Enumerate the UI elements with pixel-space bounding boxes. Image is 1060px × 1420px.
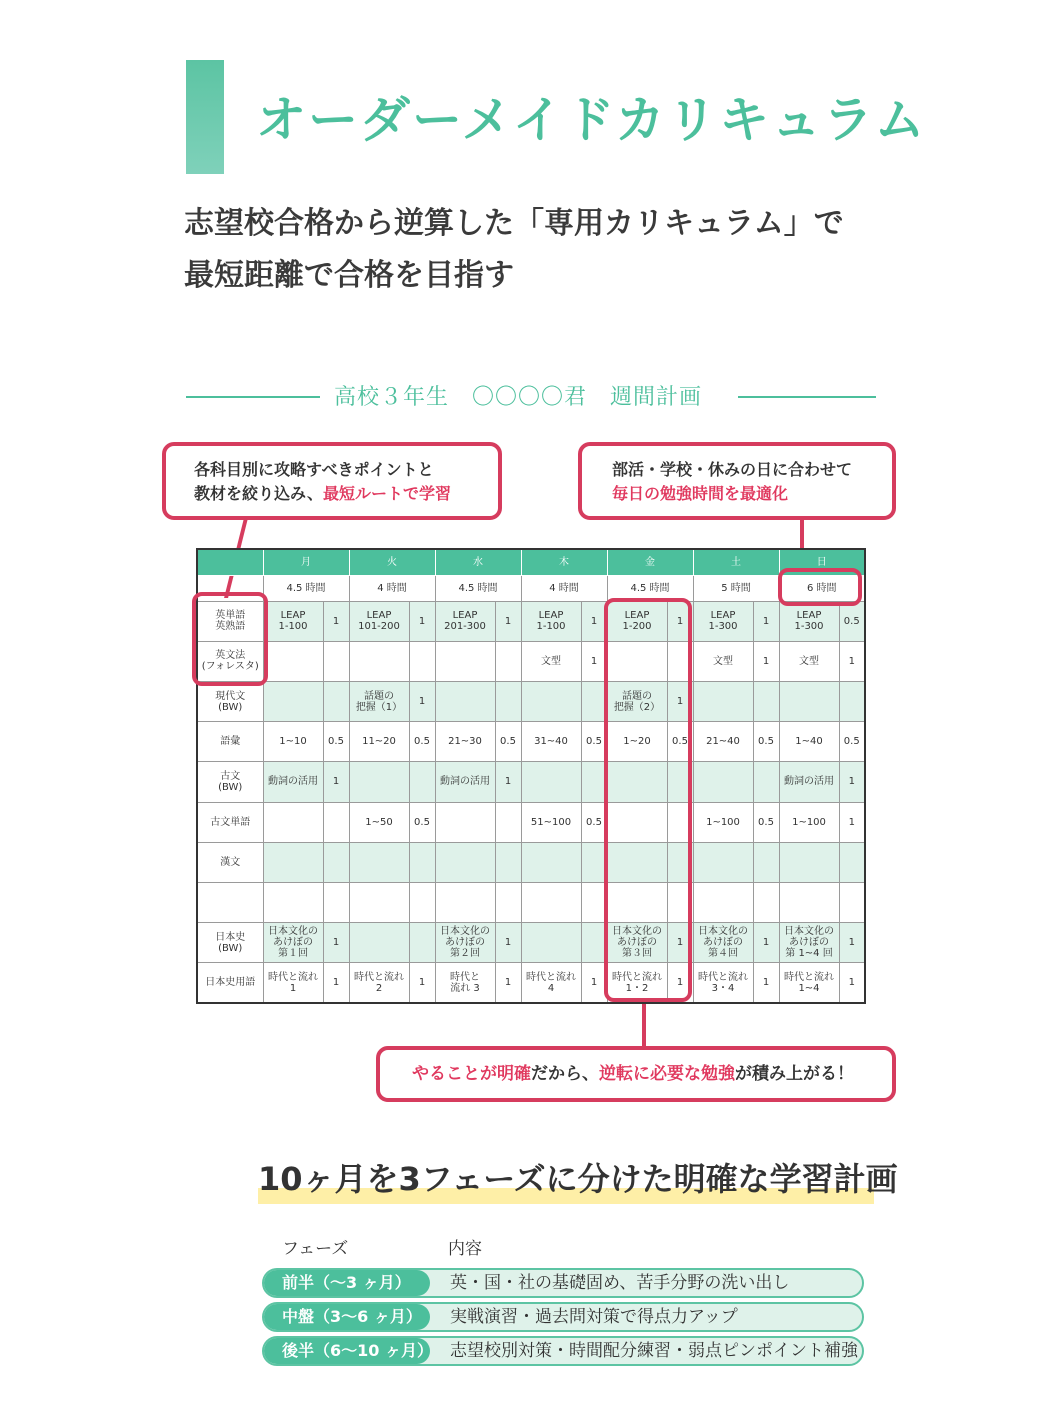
task-cell bbox=[693, 882, 753, 922]
hours-cell: 0.5 bbox=[581, 722, 607, 762]
hours-cell: 1 bbox=[753, 923, 779, 963]
callout-bottom-text-1: だから、 bbox=[531, 1064, 599, 1084]
hours-cell bbox=[753, 762, 779, 802]
hours-cell: 1 bbox=[495, 923, 521, 963]
subject-cell: 古文 (BW) bbox=[197, 762, 263, 802]
hours-cell: 1 bbox=[323, 762, 349, 802]
task-cell: 日本文化の あけぼの 第 1~4 回 bbox=[779, 923, 839, 963]
callout-left-highlight: 最短ルートで学習 bbox=[322, 484, 451, 503]
hours-cell: 1 bbox=[409, 963, 435, 1003]
hours-cell: 1 bbox=[323, 963, 349, 1003]
task-cell bbox=[435, 802, 495, 842]
task-cell bbox=[521, 682, 581, 722]
task-cell: 時代と流れ 4 bbox=[521, 963, 581, 1003]
task-cell bbox=[263, 641, 323, 681]
phase-row-early bbox=[262, 1268, 864, 1298]
hours-cell bbox=[753, 842, 779, 882]
hours-cell bbox=[409, 641, 435, 681]
task-cell: 時代と流れ 1 bbox=[263, 963, 323, 1003]
task-cell: 話題の 把握（2） bbox=[607, 682, 667, 722]
callout-bottom-highlight-2: 逆転に必要な勉強 bbox=[599, 1064, 735, 1084]
hours-cell: 1 bbox=[667, 682, 693, 722]
hours-cell: 1 bbox=[667, 601, 693, 641]
task-cell bbox=[693, 682, 753, 722]
day-header: 火 bbox=[349, 549, 435, 575]
table-row bbox=[197, 842, 865, 882]
phase-column-header: フェーズ bbox=[282, 1239, 349, 1259]
task-cell: 時代と流れ 1・2 bbox=[607, 963, 667, 1003]
hours-cell: 1 bbox=[839, 762, 865, 802]
hours-cell bbox=[495, 802, 521, 842]
task-cell: 1~100 bbox=[693, 802, 753, 842]
hours-cell bbox=[323, 882, 349, 922]
callout-left-text: 教材を絞り込み、 bbox=[194, 484, 323, 503]
hours-cell bbox=[495, 641, 521, 681]
subject-cell: 語彙 bbox=[197, 722, 263, 762]
hours-cell: 1 bbox=[409, 601, 435, 641]
hours-cell: 1 bbox=[495, 762, 521, 802]
subtitle-line-1: 志望校合格から逆算した「専用カリキュラム」で bbox=[184, 206, 844, 241]
hours-cell bbox=[409, 762, 435, 802]
hours-cell: 1 bbox=[495, 601, 521, 641]
task-cell bbox=[263, 682, 323, 722]
callout-bottom-highlight-1: やることが明確 bbox=[412, 1064, 531, 1084]
callout-left-line-2 bbox=[194, 482, 498, 506]
hours-cell: 0.5 bbox=[409, 802, 435, 842]
table-row bbox=[197, 882, 865, 922]
hours-cell: 1 bbox=[323, 923, 349, 963]
title-accent-bar bbox=[186, 60, 224, 174]
callout-left-line-1: 各科目別に攻略すべきポイントと bbox=[194, 460, 434, 479]
task-cell bbox=[779, 882, 839, 922]
task-cell: 時代と流れ 1~4 bbox=[779, 963, 839, 1003]
hours-cell: 0.5 bbox=[839, 601, 865, 641]
task-cell: 動詞の活用 bbox=[779, 762, 839, 802]
hours-cell: 0.5 bbox=[581, 802, 607, 842]
task-cell: 31~40 bbox=[521, 722, 581, 762]
task-cell bbox=[349, 923, 409, 963]
hours-cell bbox=[323, 641, 349, 681]
hours-cell bbox=[409, 923, 435, 963]
hours-cell: 1 bbox=[581, 963, 607, 1003]
page-title: オーダーメイドカリキュラム bbox=[256, 91, 927, 149]
daily-hours: 4.5 時間 bbox=[607, 575, 693, 601]
hours-cell: 1 bbox=[839, 641, 865, 681]
task-cell: 21~30 bbox=[435, 722, 495, 762]
task-cell bbox=[435, 842, 495, 882]
task-cell: 1~100 bbox=[779, 802, 839, 842]
task-cell: LEAP 1-200 bbox=[607, 601, 667, 641]
task-cell: 時代と流れ 3・4 bbox=[693, 963, 753, 1003]
task-cell bbox=[349, 641, 409, 681]
table-row bbox=[197, 722, 865, 762]
hours-cell: 1 bbox=[839, 963, 865, 1003]
hours-cell bbox=[323, 682, 349, 722]
table-row bbox=[197, 802, 865, 842]
task-cell: 日本文化の あけぼの 第２回 bbox=[435, 923, 495, 963]
weekly-plan-heading bbox=[186, 378, 876, 414]
hours-cell: 1 bbox=[753, 963, 779, 1003]
phase-row-middle bbox=[262, 1302, 864, 1332]
daily-hours: 6 時間 bbox=[779, 575, 865, 601]
callout-clear-tasks bbox=[376, 1046, 896, 1102]
hours-cell bbox=[495, 882, 521, 922]
phase-label: 前半（〜3 ヶ月） bbox=[264, 1270, 430, 1296]
task-cell: 時代と 流れ 3 bbox=[435, 963, 495, 1003]
hours-cell: 0.5 bbox=[409, 722, 435, 762]
heading-rule-right bbox=[738, 396, 876, 398]
highlight-box-sunday-hours bbox=[778, 568, 862, 606]
task-cell bbox=[263, 802, 323, 842]
page-subtitle bbox=[184, 198, 844, 302]
hours-cell: 1 bbox=[839, 923, 865, 963]
hours-cell: 0.5 bbox=[495, 722, 521, 762]
day-header: 水 bbox=[435, 549, 521, 575]
task-cell: 日本文化の あけぼの 第４回 bbox=[693, 923, 753, 963]
task-cell: 21~40 bbox=[693, 722, 753, 762]
hours-cell bbox=[323, 842, 349, 882]
task-cell bbox=[435, 882, 495, 922]
subject-cell: 英単語 英熟語 bbox=[197, 601, 263, 641]
task-cell: 日本文化の あけぼの 第１回 bbox=[263, 923, 323, 963]
hours-cell bbox=[839, 882, 865, 922]
task-cell bbox=[349, 882, 409, 922]
callout-time-optimize bbox=[578, 442, 896, 520]
highlight-box-subjects bbox=[192, 592, 268, 686]
highlight-box-friday bbox=[604, 598, 692, 1002]
content-column-header: 内容 bbox=[448, 1239, 482, 1259]
hours-cell: 1 bbox=[323, 601, 349, 641]
hours-cell bbox=[839, 682, 865, 722]
heading-rule-left bbox=[186, 396, 320, 398]
hours-cell: 1 bbox=[667, 923, 693, 963]
hours-cell: 0.5 bbox=[753, 722, 779, 762]
task-cell bbox=[693, 762, 753, 802]
hours-cell bbox=[753, 682, 779, 722]
callout-right-line-1: 部活・学校・休みの日に合わせて bbox=[612, 460, 853, 479]
hours-cell: 1 bbox=[495, 963, 521, 1003]
hours-cell: 1 bbox=[839, 802, 865, 842]
task-cell bbox=[349, 842, 409, 882]
phase-label: 中盤（3〜6 ヶ月） bbox=[264, 1304, 430, 1330]
hours-row bbox=[197, 575, 865, 601]
subject-cell: 古文単語 bbox=[197, 802, 263, 842]
hours-cell: 1 bbox=[753, 641, 779, 681]
weekly-plan-heading-text: 高校３年生 〇〇〇〇君 週間計画 bbox=[334, 385, 703, 410]
hours-cell bbox=[495, 682, 521, 722]
task-cell: 51~100 bbox=[521, 802, 581, 842]
phase-description: 英・国・社の基礎固め、苦手分野の洗い出し bbox=[450, 1273, 790, 1293]
hours-cell: 1 bbox=[581, 641, 607, 681]
task-cell bbox=[263, 882, 323, 922]
day-header: 月 bbox=[263, 549, 349, 575]
hours-cell bbox=[839, 842, 865, 882]
table-row bbox=[197, 923, 865, 963]
task-cell bbox=[779, 842, 839, 882]
hours-cell bbox=[323, 802, 349, 842]
hours-cell bbox=[753, 882, 779, 922]
subject-cell: 日本史 (BW) bbox=[197, 923, 263, 963]
task-cell bbox=[693, 842, 753, 882]
table-row bbox=[197, 601, 865, 641]
subject-cell bbox=[197, 882, 263, 922]
subject-cell: 漢文 bbox=[197, 842, 263, 882]
task-cell: 文型 bbox=[521, 641, 581, 681]
task-cell: 1~20 bbox=[607, 722, 667, 762]
phase-description: 志望校別対策・時間配分練習・弱点ピンポイント補強 bbox=[450, 1341, 858, 1361]
callout-subject-focus bbox=[162, 442, 502, 520]
task-cell: LEAP 1-100 bbox=[521, 601, 581, 641]
day-header: 土 bbox=[693, 549, 779, 575]
task-cell: 文型 bbox=[693, 641, 753, 681]
subject-cell: 日本史用語 bbox=[197, 963, 263, 1003]
day-header: 日 bbox=[779, 549, 865, 575]
table-header-row bbox=[197, 549, 865, 575]
hours-cell: 0.5 bbox=[667, 722, 693, 762]
table-row bbox=[197, 641, 865, 681]
task-cell: 1~10 bbox=[263, 722, 323, 762]
subtitle-line-2: 最短距離で合格を目指す bbox=[184, 258, 514, 293]
task-cell bbox=[521, 882, 581, 922]
day-header: 木 bbox=[521, 549, 607, 575]
day-header: 金 bbox=[607, 549, 693, 575]
task-cell bbox=[435, 682, 495, 722]
task-cell bbox=[521, 842, 581, 882]
phase-row-late bbox=[262, 1336, 864, 1366]
hours-cell bbox=[495, 842, 521, 882]
task-cell: 時代と流れ 2 bbox=[349, 963, 409, 1003]
phase-description: 実戦演習・過去問対策で得点力アップ bbox=[450, 1307, 738, 1327]
task-cell: 日本文化の あけぼの 第３回 bbox=[607, 923, 667, 963]
task-cell: 動詞の活用 bbox=[435, 762, 495, 802]
hours-cell: 1 bbox=[581, 601, 607, 641]
task-cell bbox=[263, 842, 323, 882]
table-row bbox=[197, 682, 865, 722]
daily-hours: 4 時間 bbox=[349, 575, 435, 601]
daily-hours: 4 時間 bbox=[521, 575, 607, 601]
weekly-plan-table bbox=[196, 548, 866, 1004]
hours-cell bbox=[409, 842, 435, 882]
daily-hours: 4.5 時間 bbox=[263, 575, 349, 601]
hours-cell: 1 bbox=[753, 601, 779, 641]
task-cell bbox=[349, 762, 409, 802]
phase-label: 後半（6〜10 ヶ月） bbox=[264, 1338, 430, 1364]
hours-cell: 0.5 bbox=[323, 722, 349, 762]
daily-hours: 5 時間 bbox=[693, 575, 779, 601]
header-corner bbox=[197, 549, 263, 575]
task-cell bbox=[521, 762, 581, 802]
callout-bottom-text-2: が積み上がる！ bbox=[735, 1064, 854, 1084]
table-row bbox=[197, 963, 865, 1003]
task-cell: 1~40 bbox=[779, 722, 839, 762]
task-cell: LEAP 101-200 bbox=[349, 601, 409, 641]
hours-cell: 1 bbox=[667, 963, 693, 1003]
hours-cell: 0.5 bbox=[839, 722, 865, 762]
phase-section-title-text: 10ヶ月を3フェーズに分けた明確な学習計画 bbox=[258, 1160, 898, 1198]
task-cell: LEAP 1-300 bbox=[693, 601, 753, 641]
task-cell: LEAP 201-300 bbox=[435, 601, 495, 641]
task-cell: 11~20 bbox=[349, 722, 409, 762]
task-cell: 動詞の活用 bbox=[263, 762, 323, 802]
subject-cell: 英文法 (フォレスタ) bbox=[197, 641, 263, 681]
task-cell bbox=[521, 923, 581, 963]
hours-cell bbox=[409, 882, 435, 922]
daily-hours: 4.5 時間 bbox=[435, 575, 521, 601]
hours-cell: 1 bbox=[409, 682, 435, 722]
task-cell: LEAP 1-300 bbox=[779, 601, 839, 641]
subject-cell: 現代文 (BW) bbox=[197, 682, 263, 722]
callout-connector-bottom bbox=[642, 1002, 646, 1048]
task-cell bbox=[435, 641, 495, 681]
table-row bbox=[197, 762, 865, 802]
hours-cell: 0.5 bbox=[753, 802, 779, 842]
task-cell: 文型 bbox=[779, 641, 839, 681]
phase-section-title bbox=[258, 1152, 898, 1204]
task-cell bbox=[779, 682, 839, 722]
task-cell: 話題の 把握（1） bbox=[349, 682, 409, 722]
callout-right-highlight: 毎日の勉強時間を最適化 bbox=[612, 484, 789, 503]
task-cell: 1~50 bbox=[349, 802, 409, 842]
task-cell: LEAP 1-100 bbox=[263, 601, 323, 641]
